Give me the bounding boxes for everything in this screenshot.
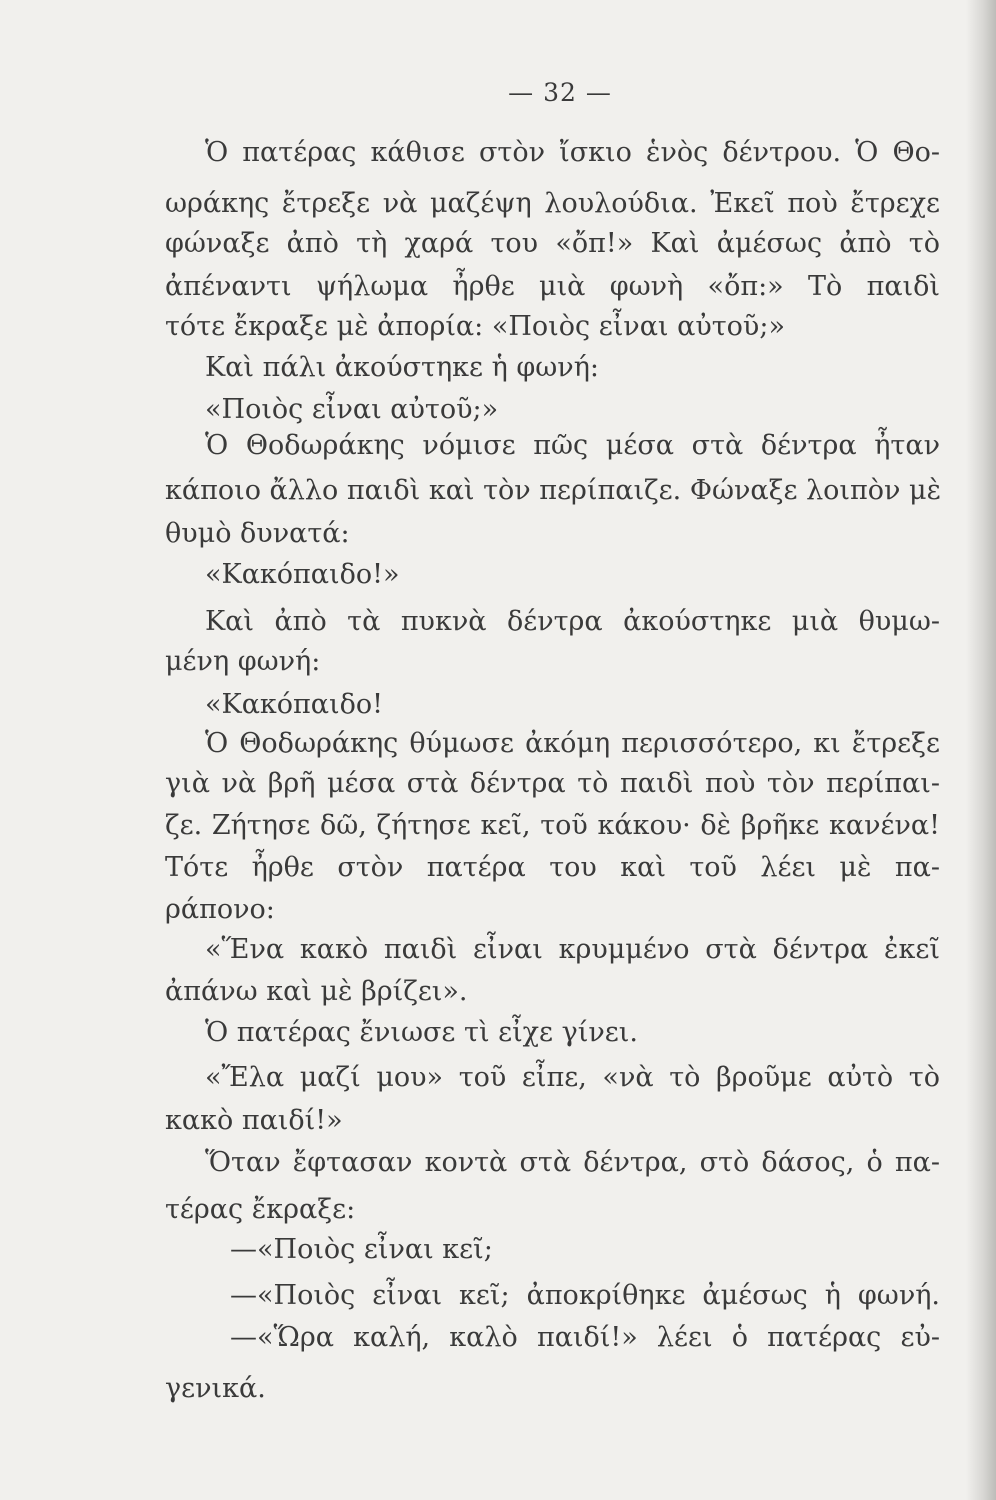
text-line: τότε ἔκραξε μὲ ἀπορία: «Ποιὸς εἶναι αὐτοῦ;» [165, 311, 785, 342]
text-line: μένη φωνή: [165, 646, 321, 677]
text-line: κάποιο ἄλλο παιδὶ καὶ τὸν περίπαιζε. Φώναξε λοιπὸν μὲ [165, 475, 942, 506]
text-line: «Ἕνα κακὸ παιδὶ εἶναι κρυμμένο στὰ δέντρα ἐκεῖ [205, 934, 940, 965]
text-line: τέρας ἔκραξε: [165, 1194, 356, 1225]
text-line: —«Ποιὸς εἶναι κεῖ; ἀποκρίθηκε ἀμέσως ἡ φωνή. [230, 1280, 940, 1311]
text-line: —«Ποιὸς εἶναι κεῖ; [230, 1234, 493, 1265]
text-line: γιὰ νὰ βρῆ μέσα στὰ δέντρα τὸ παιδὶ ποὺ τὸν περίπαι- [165, 768, 940, 799]
text-line: «Κακόπαιδο!» [205, 559, 400, 590]
text-line: θυμὸ δυνατά: [165, 518, 350, 549]
text-line: ωράκης ἔτρεξε νὰ μαζέψη λουλούδια. Ἐκεῖ ποὺ ἔτρεχε [165, 188, 940, 219]
text-line: Ὁ Θοδωράκης νόμισε πῶς μέσα στὰ δέντρα ἦταν [205, 430, 940, 461]
text-line: φώναξε ἀπὸ τὴ χαρά του «ὄπ!» Καὶ ἀμέσως ἀπὸ τὸ [165, 228, 940, 259]
text-line: Τότε ἦρθε στὸν πατέρα του καὶ τοῦ λέει μὲ πα- [165, 852, 940, 883]
text-line: ἀπέναντι ψήλωμα ἦρθε μιὰ φωνὴ «ὄπ:» Τὸ παιδὶ [165, 271, 940, 302]
text-line: —«Ὥρα καλή, καλὸ παιδί!» λέει ὁ πατέρας εὐ- [230, 1322, 940, 1353]
text-line: Ὁ πατέρας κάθισε στὸν ἴσκιο ἑνὸς δέντρου. Ὁ Θο- [205, 137, 940, 168]
text-line: «Κακόπαιδο! [205, 689, 383, 720]
text-line: κακὸ παιδί!» [165, 1105, 343, 1136]
text-line: Ὁ Θοδωράκης θύμωσε ἀκόμη περισσότερο, κι ἔτρεξε [205, 728, 940, 759]
text-line: Καὶ ἀπὸ τὰ πυκνὰ δέντρα ἀκούστηκε μιὰ θυμω- [205, 606, 940, 637]
text-line: Ὁ πατέρας ἔνιωσε τὶ εἶχε γίνει. [205, 1017, 638, 1048]
text-line: «Ἔλα μαζί μου» τοῦ εἶπε, «νὰ τὸ βροῦμε αὐτὸ τὸ [205, 1062, 940, 1093]
text-line: «Ποιὸς εἶναι αὐτοῦ;» [205, 394, 499, 425]
text-line: Καὶ πάλι ἀκούστηκε ἡ φωνή: [205, 352, 599, 383]
text-line: γενικά. [165, 1373, 266, 1404]
text-line: ράπονο: [165, 894, 275, 925]
page-number: — 32 — [508, 78, 612, 107]
text-line: ἀπάνω καὶ μὲ βρίζει». [165, 976, 468, 1007]
text-line: Ὅταν ἔφτασαν κοντὰ στὰ δέντρα, στὸ δάσος, ὁ πα- [205, 1147, 940, 1178]
text-line: ζε. Ζήτησε δῶ, ζήτησε κεῖ, τοῦ κάκου· δὲ βρῆκε κανένα! [165, 810, 940, 841]
